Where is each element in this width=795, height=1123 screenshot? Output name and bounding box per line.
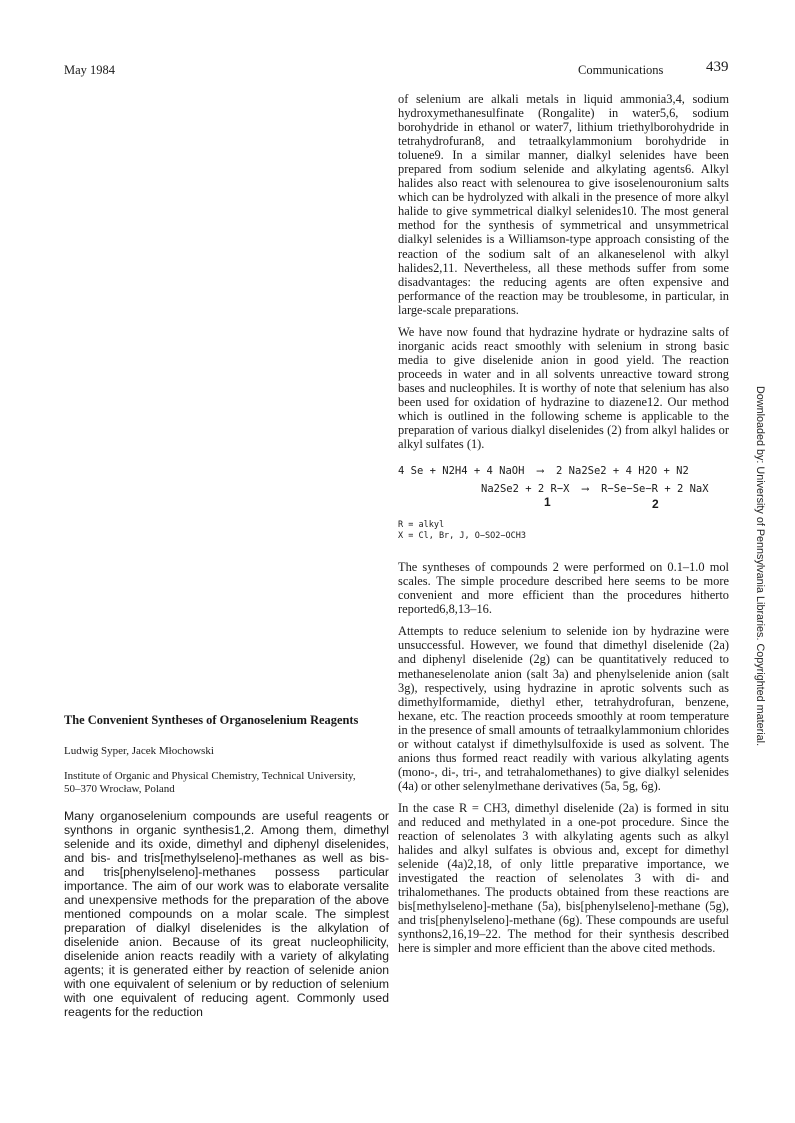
scheme-compound-label-2: 2 [652, 497, 659, 512]
reaction-scheme [398, 464, 729, 550]
affiliation-line-1: Institute of Organic and Physical Chemistry, Technical University, [64, 770, 356, 783]
paragraph-reduction-attempts: Attempts to reduce selenium to selenide ion by hydrazine were unsuccessful. However, we found that dimethyl diselenide (2a) and diphenyl diselenide (2g) can be quantitatively reduced to methaneselenolate anion (salt 3a) and phenylselenide anion (salt 3g), respectively, using hydrazine in aprotic solvents such as dimethylformamide, diethyl ether, tetrahydrofuran, benzene, hexane, etc. The reaction proceeds smoothly at room temperature in the presence of small amounts of tetraalkylammonium chlorides or without catalyst if dimethylsulfoxide is used as solvent. The anions thus formed react readily with various alkylating agents (mono-, di-, tri-, and tetrahalomethanes) to give dialkyl selenides (4a) or other selenylmethane derivatives (5a, 5g, 6g). [398, 624, 730, 793]
header-journal: Communications [578, 63, 664, 77]
left-column [64, 713, 389, 1019]
paragraph-syntheses-scale: The syntheses of compounds 2 were performed on 0.1–1.0 mol scales. The simple procedure described here seems to be more convenient and more efficient than the procedures hitherto reported6,8,13–16. [398, 560, 729, 617]
article-affiliation [64, 770, 389, 796]
scheme-legend-r: R = alkyl [398, 520, 445, 531]
paragraph-methylation: In the case R = CH3, dimethyl diselenide (2a) is formed in situ and reduced and methylated in a one-pot procedure. Since the reaction of selenolates 3 with alkylating agents such as alkyl halides and alkyl sulfates is obvious and, except for dimethyl selenide (4a)2,18, of only little preparative importance, we investigated the reaction of selenolates 3 with di- and trihalomethanes. The products obtained from these reactions are bis[methylseleno]-methane (5a), bis[phenylseleno]-methane (5g), and tris[phenylseleno]-methane (6g). These compounds are useful synthons2,16,19–22. The method for their synthesis described here is simpler and more efficient than the above cited methods. [398, 800, 729, 956]
header-date: May 1984 [64, 63, 116, 77]
scheme-equation-1: 4 Se + N2H4 + 4 NaOH ⟶ 2 Na2Se2 + 4 H2O + N2 [398, 465, 689, 478]
paragraph-reduction-reagents: of selenium are alkali metals in liquid ammonia3,4, sodium hydroxymethanesulfinate (Rongalite) in water5,6, sodium borohydride in ethanol or water7, lithium triethylborohydride in tetrahydrofuran8, and tetraalkylammonium borohydride in toluene9. In a similar manner, dialkyl selenides have been prepared from sodium selenide and alkylating agents6. Alkyl halides also react with selenourea to give isoselenouronium salts which can be hydrolyzed with alkali in the presence of more alkyl halide to give symmetrical dialkyl selenides10. The most general method for the synthesis of symmetrical and unsymmetrical dialkyl selenides is a Williamson-type approach consisting of the reaction of the sodium salt of an alkaneselenol with alkyl halides2,11. Nevertheless, all these methods suffer from some disadvantages: the reducing agents are often expensive and performance of the reaction may be troublesome, in particular, in large-scale preparations. [398, 92, 729, 317]
download-watermark [753, 386, 769, 747]
watermark-text: Downloaded by: University of Pennsylvania Libraries. Copyrighted material. [754, 386, 766, 747]
right-column [398, 92, 729, 955]
paragraph-introduction: Many organoselenium compounds are useful reagents or synthons in organic synthesis1,2. Among them, dimethyl selenide and its oxide, dimethyl and diphenyl diselenides, and bis- and tris[methylseleno]-methanes as well as bis- and tris[phenylseleno]-methanes possess particular importance. The aim of our work was to elaborate versalite and unexpensive methods for the preparation of the above mentioned compounds on a molar scale. The simplest preparation of dialkyl diselenides is the alkylation of diselenide anion. Because of its great nucleophilicity, diselenide anion reacts readily with a variety of alkylating agents; it is generated either by reaction of selenide anion with one equivalent of selenium or by reduction of selenium with one equivalent of reducing agent. Commonly used reagents for the reduction [64, 808, 389, 1020]
scheme-equation-2: Na2Se2 + 2 R−X ⟶ R−Se−Se−R + 2 NaX [481, 483, 709, 496]
paragraph-hydrazine-method: We have now found that hydrazine hydrate or hydrazine salts of inorganic acids react smoothly with selenium in strong basic media to give diselenide anion in good yield. The reaction proceeds in water and in all solvents unreactive toward strong bases and nucleophiles. It is worthy of note that selenium has also been used for oxidation of hydrazine to diazene12. Our method which is outlined in the following scheme is applicable to the preparation of various dialkyl diselenides (2) from alkyl halides or alkyl sulfates (1). [398, 324, 729, 452]
article-title: The Convenient Syntheses of Organoselenium Reagents [64, 713, 359, 727]
affiliation-line-2: 50–370 Wrocław, Poland [64, 783, 175, 796]
article-authors: Ludwig Syper, Jacek Młochowski [64, 745, 214, 758]
header-page-number: 439 [706, 59, 729, 75]
scheme-legend-x: X = Cl, Br, J, O−SO2−OCH3 [398, 531, 526, 542]
scheme-compound-label-1: 1 [544, 495, 551, 510]
